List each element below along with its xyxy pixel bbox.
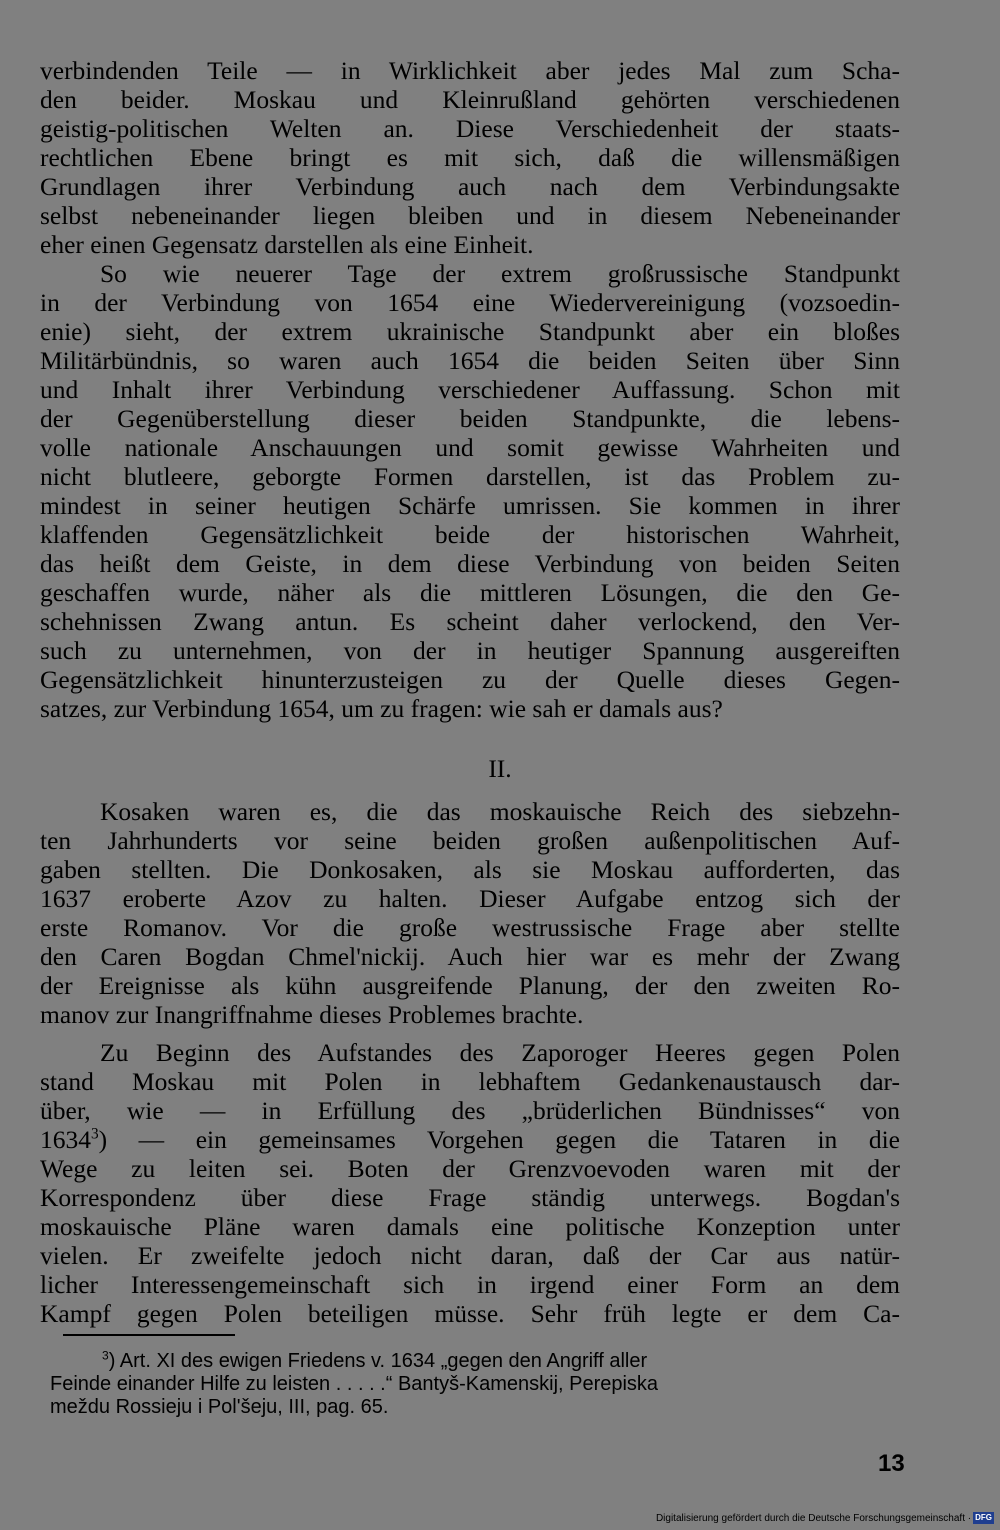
text-line-with-note: [40, 1125, 900, 1154]
footnote-line: Feinde einander Hilfe zu leisten . . . . .“ Bantyš-Kamenskij, Perepiska: [50, 1373, 659, 1395]
note-line-start: 1634: [40, 1125, 91, 1154]
text-line: nicht blutleere, geborgte Formen darstellen, ist das Problem zu-: [40, 462, 900, 491]
text-line: Korrespondenz über diese Frage ständig unterwegs. Bogdan's: [40, 1183, 900, 1212]
text-line: selbst nebeneinander liegen bleiben und in diesem Nebeneinander: [40, 201, 900, 230]
section-heading: II.: [488, 754, 512, 783]
text-line: schehnissen Zwang antun. Es scheint daher verlockend, den Ver-: [40, 607, 900, 636]
text-line: geistig-politischen Welten an. Diese Verschiedenheit der staats-: [40, 114, 900, 143]
text-line: über, wie — in Erfüllung des „brüderlichen Bündnisses“ von: [40, 1096, 900, 1125]
text-line: in der Verbindung von 1654 eine Wiedervereinigung (vozsoedin-: [40, 288, 900, 317]
text-line: 1637 eroberte Azov zu halten. Dieser Aufgabe entzog sich der: [40, 884, 900, 913]
text-line: mindest in seiner heutigen Schärfe umrissen. Sie kommen in ihrer: [40, 491, 900, 520]
text-line: Zu Beginn des Aufstandes des Zaporoger Heeres gegen Polen: [100, 1038, 900, 1067]
text-line: klaffenden Gegensätzlichkeit beide der historischen Wahrheit,: [40, 520, 900, 549]
paragraph-4: [40, 1038, 900, 1328]
text-line: Militärbündnis, so waren auch 1654 die beiden Seiten über Sinn: [40, 346, 900, 375]
text-line: moskauische Pläne waren damals eine politische Konzeption unter: [40, 1212, 900, 1241]
text-line: der Gegenüberstellung dieser beiden Standpunkte, die lebens-: [40, 404, 900, 433]
text-line: stand Moskau mit Polen in lebhaftem Gedankenaustausch dar-: [40, 1067, 900, 1096]
text-line: rechtlichen Ebene bringt es mit sich, daß die willensmäßigen: [40, 143, 900, 172]
credit-text: Digitalisierung gefördert durch die Deutsche Forschungsgemeinschaft ·: [655, 1512, 972, 1524]
footnote-rule: [63, 1334, 235, 1336]
text-line: manov zur Inangriffnahme dieses Problemes brachte.: [40, 1000, 584, 1029]
page-number: 13: [878, 1450, 905, 1477]
text-line: Gegensätzlichkeit hinunterzusteigen zu der Quelle dieses Gegen-: [40, 665, 900, 694]
text-line: erste Romanov. Vor die große westrussische Frage aber stellte: [40, 913, 900, 942]
text-line: satzes, zur Verbindung 1654, um zu fragen: wie sah er damals aus?: [40, 694, 723, 723]
paragraph-1: [40, 56, 900, 259]
text-line: den Caren Bogdan Chmel'nickij. Auch hier war es mehr der Zwang: [40, 942, 900, 971]
text-line: verbindenden Teile — in Wirklichkeit aber jedes Mal zum Scha-: [40, 56, 900, 85]
digitization-credit: [656, 1512, 994, 1524]
text-line: licher Interessengemeinschaft sich in irgend einer Form an dem: [40, 1270, 900, 1299]
text-line: geschaffen wurde, näher als die mittleren Lösungen, die den Ge-: [40, 578, 900, 607]
text-line: eher einen Gegensatz darstellen als eine Einheit.: [40, 230, 534, 259]
text-line: vielen. Er zweifelte jedoch nicht daran, daß der Car aus natür-: [40, 1241, 900, 1270]
text-line: enie) sieht, der extrem ukrainische Standpunkt aber ein bloßes: [40, 317, 900, 346]
text-line: und Inhalt ihrer Verbindung verschiedener Auffassung. Schon mit: [40, 375, 900, 404]
text-line: Grundlagen ihrer Verbindung auch nach dem Verbindungsakte: [40, 172, 900, 201]
text-line: such zu unternehmen, von der in heutiger Spannung ausgereiften: [40, 636, 900, 665]
text-line: Kampf gegen Polen beteiligen müsse. Sehr früh legte er dem Ca-: [40, 1299, 900, 1328]
footnote-number: 3: [102, 1348, 109, 1363]
text-line: Wege zu leiten sei. Boten der Grenzvoevoden waren mit der: [40, 1154, 900, 1183]
paragraph-3: [40, 797, 900, 1029]
text-line: So wie neuerer Tage der extrem großrussische Standpunkt: [100, 259, 900, 288]
footnote: [50, 1350, 910, 1419]
text-line: ten Jahrhunderts vor seine beiden großen außenpolitischen Auf-: [40, 826, 900, 855]
text-line: der Ereignisse als kühn ausgreifende Planung, der den zweiten Ro-: [40, 971, 900, 1000]
text-line: das heißt dem Geiste, in dem diese Verbindung von beiden Seiten: [40, 549, 900, 578]
text-line: gaben stellten. Die Donkosaken, als sie Moskau aufforderten, das: [40, 855, 900, 884]
note-line-rest: ) — ein gemeinsames Vorgehen gegen die Tataren in die: [98, 1125, 900, 1154]
footnote-marker[interactable]: 3: [91, 1125, 99, 1143]
footnote-line: meždu Rossieju i Pol'šeju, III, pag. 65.: [50, 1396, 389, 1418]
footnote-text: ) Art. XI des ewigen Friedens v. 1634 „gegen den Angriff aller: [108, 1350, 648, 1372]
text-line: Kosaken waren es, die das moskauische Reich des siebzehn-: [100, 797, 900, 826]
paragraph-2: [40, 259, 900, 723]
dfg-logo: DFG: [975, 1513, 992, 1522]
footnote-line: [50, 1350, 910, 1373]
text-line: den beider. Moskau und Kleinrußland gehörten verschiedenen: [40, 85, 900, 114]
text-line: volle nationale Anschauungen und somit gewisse Wahrheiten und: [40, 433, 900, 462]
